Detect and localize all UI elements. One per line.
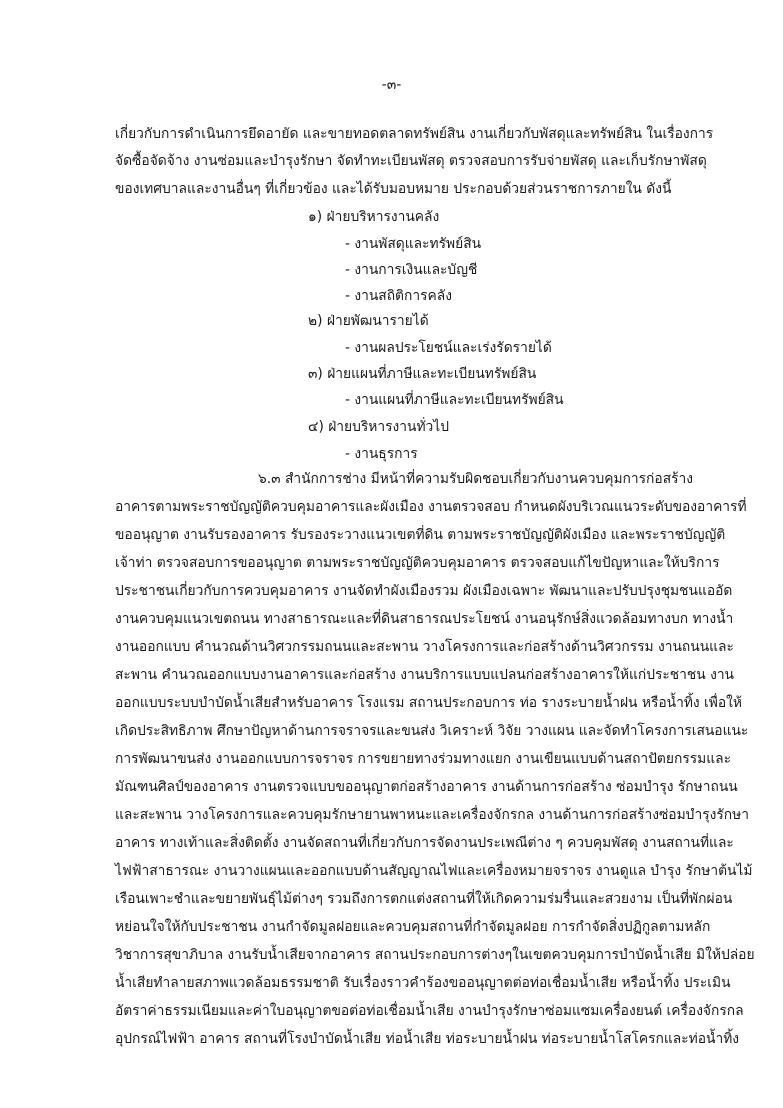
section-line: งานออกแบบ คำนวณด้านวิศวกรรมถนนและสะพาน วางโครงการและก่อสร้างด้านวิศวกรรม งานถนนและ: [115, 639, 734, 655]
division-item: - งานแผนที่ภาษีและทะเบียนทรัพย์สิน: [345, 392, 564, 408]
division-item: - งานสถิติการคลัง: [345, 288, 452, 304]
section-line: สะพาน คำนวณออกแบบงานอาคารและก่อสร้าง งานบริการแบบแปลนก่อสร้างอาคารให้แก่ประชาชน งาน: [115, 667, 734, 683]
intro-line: ของเทศบาลและงานอื่นๆ ที่เกี่ยวข้อง และได้รับมอบหมาย ประกอบด้วยส่วนราชการภายใน ดังนี้: [115, 181, 672, 197]
section-line: อัตราค่าธรรมเนียมและค่าใบอนุญาตขอต่อท่อเชื่อมน้ำเสีย งานบำรุงรักษาซ่อมแซมเครื่องยนต์ เครื่องจักรกล: [115, 1003, 744, 1019]
section-line: น้ำเสียทำลายสภาพแวดล้อมธรรมชาติ รับเรื่องราวคำร้องขออนุญาตต่อท่อเชื่อมน้ำเสีย หรือน้ำทิ้ง ประเมิน: [115, 975, 731, 991]
section-line: เรือนเพาะชำและขยายพันธุ์ไม้ต่างๆ รวมถึงการตกแต่งสถานที่ให้เกิดความร่มรื่นและสวยงาม เป็นที่พักผ่อน: [115, 891, 733, 907]
section-heading-line: ๖.๓ สำนักการช่าง มีหน้าที่ความรับผิดชอบเกี่ยวกับงานควบคุมการก่อสร้าง: [258, 471, 694, 487]
section-line: งานควบคุมแนวเขตถนน ทางสาธารณะและที่ดินสาธารณประโยชน์ งานอนุรักษ์สิ่งแวดล้อมทางบก ทางน้ำ: [115, 611, 734, 627]
section-line: มัณฑนศิลป์ของอาคาร งานตรวจแบบขออนุญาตก่อสร้างอาคาร งานด้านการก่อสร้าง ซ่อมบำรุง รักษาถนน: [115, 779, 738, 795]
division-item: - งานธุรการ: [345, 446, 418, 462]
division-title: ๑) ฝ่ายบริหารงานคลัง: [308, 209, 440, 225]
division-item: - งานผลประโยชน์และเร่งรัดรายได้: [345, 340, 552, 356]
division-item: - งานพัสดุและทรัพย์สิน: [345, 236, 482, 252]
section-line: การพัฒนาขนส่ง งานออกแบบการจราจร การขยายทางร่วมทางแยก งานเขียนแบบด้านสถาปัตยกรรมและ: [115, 751, 731, 767]
section-line: ออกแบบระบบบำบัดน้ำเสียสำหรับอาคาร โรงแรม สถานประกอบการ ท่อ รางระบายน้ำฝน หรือน้ำทิ้ง เพื่อให้: [115, 695, 742, 711]
division-title: ๔) ฝ่ายบริหารงานทั่วไป: [308, 419, 450, 435]
section-line: ประชาชนเกี่ยวกับการควบคุมอาคาร งานจัดทำผังเมืองรวม ผังเมืองเฉพาะ พัฒนาและปรับปรุงชุมชนแออัด: [115, 583, 733, 599]
section-line: หย่อนใจให้กับประชาชน งานกำจัดมูลฝอยและควบคุมสถานที่กำจัดมูลฝอย การกำจัดสิ่งปฏิกูลตามหลัก: [115, 919, 711, 935]
section-line: อุปกรณ์ไฟฟ้า อาคาร สถานที่โรงบำบัดน้ำเสีย ท่อน้ำเสีย ท่อระบายน้ำฝน ท่อระบายน้ำโสโครกและท่อน้ำทิ้ง: [115, 1031, 740, 1047]
section-line: อาคาร ทางเท้าและสิ่งติดตั้ง งานจัดสถานที่เกี่ยวกับการจัดงานประเพณีต่าง ๆ ควบคุมพัสดุ งานสถานที่และ: [115, 835, 734, 851]
section-line: วิชาการสุขาภิบาล งานรับน้ำเสียจากอาคาร สถานประกอบการต่างๆในเขตควบคุมการบำบัดน้ำเสีย มิให้ปล่อย: [115, 947, 755, 963]
section-line: เกิดประสิทธิภาพ ศึกษาปัญหาด้านการจราจรและขนส่ง วิเคราะห์ วิจัย วางแผน และจัดทำโครงการเสนอแนะ: [115, 723, 749, 739]
division-title: ๓) ฝ่ายแผนที่ภาษีและทะเบียนทรัพย์สิน: [308, 366, 537, 382]
page-number: -๓-: [381, 77, 402, 93]
section-line: เจ้าท่า ตรวจสอบการขออนุญาต ตามพระราชบัญญัติควบคุมอาคาร ตรวจสอบแก้ไขปัญหาและให้บริการ: [115, 555, 720, 571]
intro-line: จัดซื้อจัดจ้าง งานซ่อมและบำรุงรักษา จัดทำทะเบียนพัสดุ ตรวจสอบการรับจ่ายพัสดุ และเก็บรักษาพัสดุ: [115, 153, 707, 169]
section-line: ไฟฟ้าสาธารณะ งานวางแผนและออกแบบด้านสัญญาณไฟและเครื่องหมายจราจร งานดูแล บำรุง รักษาต้นไม้: [115, 863, 753, 879]
intro-line: เกี่ยวกับการดำเนินการยึดอายัด และขายทอดตลาดทรัพย์สิน งานเกี่ยวกับพัสดุและทรัพย์สิน ในเรื่องการ: [115, 126, 714, 142]
section-line: อาคารตามพระราชบัญญัติควบคุมอาคารและผังเมือง งานตรวจสอบ กำหนดผังบริเวณแนวระดับของอาคารที่: [115, 499, 747, 515]
division-item: - งานการเงินและบัญชี: [345, 262, 478, 278]
section-line: และสะพาน วางโครงการและควบคุมรักษายานพาหนะและเครื่องจักรกล งานด้านการก่อสร้างซ่อมบำรุงรักษา: [115, 807, 749, 823]
section-line: ขออนุญาต งานรับรองอาคาร รับรองระวางแนวเขตที่ดิน ตามพระราชบัญญัติผังเมือง และพระราชบัญญัติ: [115, 527, 726, 543]
division-title: ๒) ฝ่ายพัฒนารายได้: [308, 313, 429, 329]
